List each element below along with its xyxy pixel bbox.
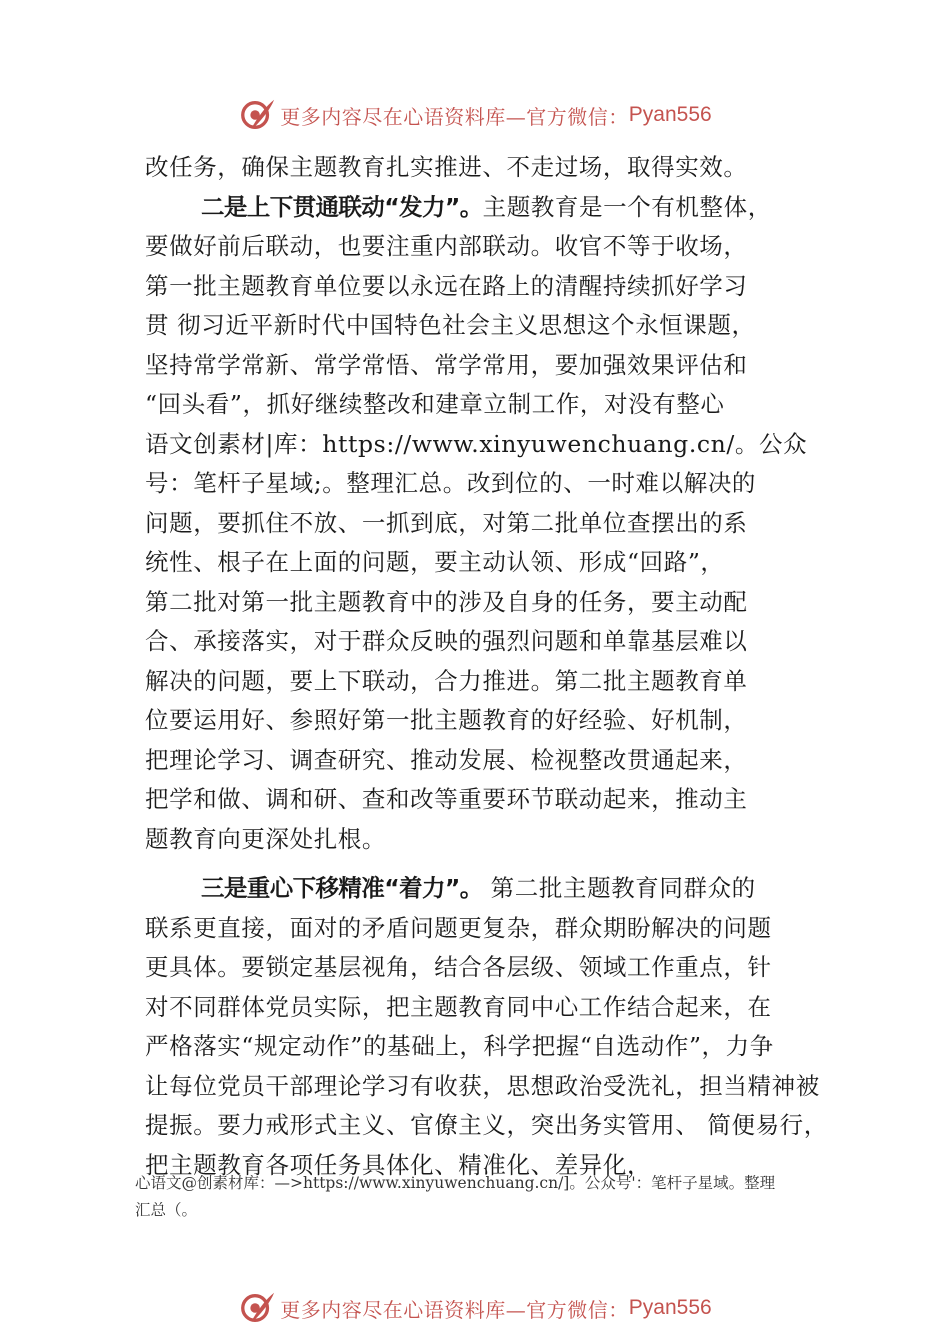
quill-logo-icon: [238, 1289, 276, 1327]
footer-banner: [0, 1288, 950, 1328]
text-line: 把学和做、调和研、查和改等重要环节联动起来，推动主: [145, 785, 748, 813]
text-line: 第一批主题教育单位要以永远在路上的清醒持续抓好学习: [145, 271, 748, 300]
banner-wechat-id: Pyan556: [628, 103, 712, 126]
banner-wechat-id: Pyan556: [628, 1296, 712, 1319]
text-line: 位要运用好、参照好第一批主题教育的好经验、好机制，: [145, 706, 748, 734]
text-line: 要做好前后联动，也要注重内部联动。收官不等于收场，: [145, 232, 748, 260]
text-line: 号：笔杆子星域;。整理汇总。改到位的、一时难以解决的: [145, 469, 757, 497]
text-line: 合、承接落实，对于群众反映的强烈问题和单靠基层难以: [145, 627, 748, 655]
text-run: 主题教育是一个有机整体，: [482, 192, 772, 221]
paragraph-gap: [145, 859, 835, 869]
banner-text: 更多内容尽在心语资料库—官方微信：: [280, 1297, 629, 1322]
text-line: 语文创素材|库：https://www.xinyuwenchuang.cn/。公众: [145, 429, 808, 458]
text-line: 对不同群体党员实际，把主题教育同中心工作结合起来，在: [145, 992, 772, 1021]
text-line: 统性、根子在上面的问题，要主动认领、形成“回路”，: [145, 548, 725, 576]
text-line: 更具体。要锁定基层视角，结合各层级、领域工作重点，针: [145, 953, 772, 981]
text-line: 解决的问题，要上下联动，合力推进。第二批主题教育单: [145, 666, 748, 695]
text-line: 把理论学习、调查研究、推动发展、检视整改贯通起来，: [145, 745, 748, 774]
text-line: [145, 188, 835, 228]
section-heading: 三是重心下移精准“着力”。: [201, 874, 483, 902]
text-line: 让每位党员干部理论学习有收获，思想政治受洗礼，担当精神被: [145, 1071, 820, 1100]
text-line: 严格落实“规定动作”的基础上，科学把握“自选动作”，力争: [145, 1032, 774, 1060]
quill-logo-icon: [238, 96, 276, 134]
document-body: [145, 148, 835, 1185]
text-line: 问题，要抓住不放、一抓到底，对第二批单位查摆出的系: [145, 508, 748, 537]
text-line: 联系更直接，面对的矛盾问题更复杂，群众期盼解决的问题: [145, 913, 772, 942]
source-footnote: [135, 1170, 835, 1224]
text-run: 第二批主题教育同群众的: [482, 874, 756, 902]
text-line: 改任务，确保主题教育扎实推进、不走过场，取得实效。: [145, 153, 748, 181]
footnote-line: 心语文@创素材库：—>https://www.xinyuwenchuang.cn/]。公众号'：笔杆子星域。整理: [135, 1174, 776, 1192]
text-line: 贯 彻习近平新时代中国特色社会主义思想这个永恒课题，: [145, 311, 756, 339]
text-line: 把主题教育各项任务具体化、精准化、差异化，: [145, 1150, 652, 1179]
text-line: “回头看”，抓好继续整改和建章立制工作，对没有整心: [145, 390, 725, 418]
text-line: 第二批对第一批主题教育中的涉及自身的任务，要主动配: [145, 587, 748, 616]
text-line: [145, 869, 835, 909]
header-banner: [0, 95, 950, 135]
banner-text: 更多内容尽在心语资料库—官方微信：: [280, 104, 629, 129]
text-line: 题教育向更深处扎根。: [145, 824, 386, 853]
section-heading: 二是上下贯通联动“发力”。: [201, 192, 483, 221]
text-line: 提振。要力戒形式主义、官僚主义，突出务实管用、 简便易行，: [145, 1111, 828, 1139]
footnote-line: 汇总（。: [135, 1201, 198, 1219]
text-line: 坚持常学常新、常学常悟、常学常用，要加强效果评估和: [145, 350, 748, 379]
